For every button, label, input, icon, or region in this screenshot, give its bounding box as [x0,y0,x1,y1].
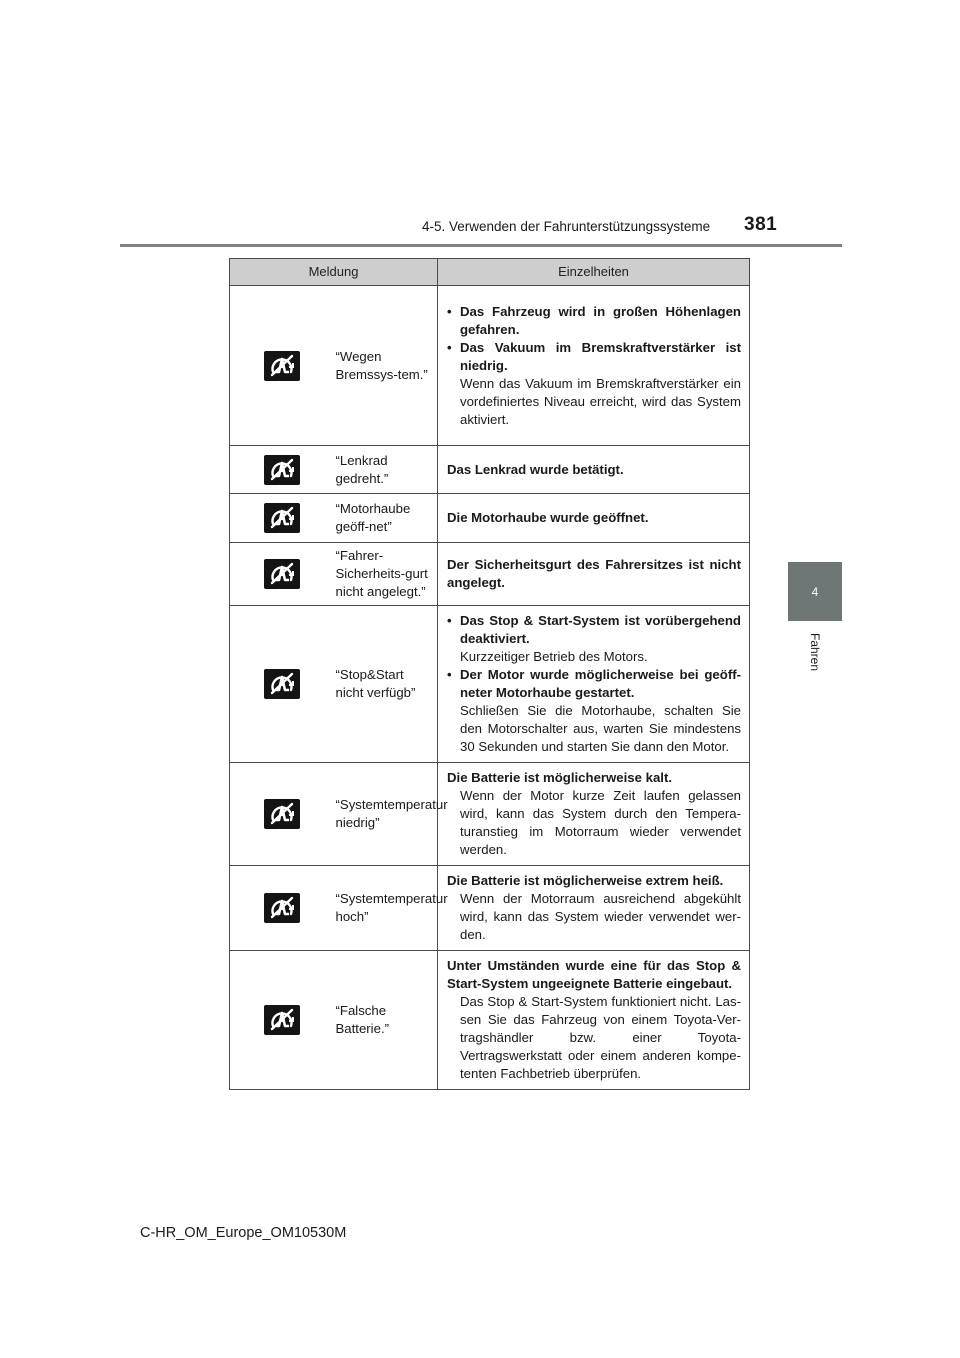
chapter-label: Fahren [808,632,822,672]
stop-start-off-indicator-icon [264,503,300,533]
table-row [230,494,750,543]
stop-start-off-indicator-icon [264,559,300,589]
message-text: “Motorhaube geöff-net” [334,494,438,543]
message-text: “Falsche Batterie.” [334,951,438,1090]
table-row [230,286,750,446]
stop-start-off-indicator-icon [264,1005,300,1035]
stop-start-off-indicator-icon [264,799,300,829]
stop-start-off-indicator-icon [264,893,300,923]
details-cell: Das Lenkrad wurde betätigt. [438,446,750,494]
table-row [230,763,750,866]
message-text: “Systemtemperatur hoch” [334,866,438,951]
list-item: • Der Motor wurde möglicherweise bei geöff-neter Motorhaube gestartet. Schließen Sie die Motorhaube, schalten Sie den Motorschalter aus, warten Sie mindestens 30 Sekunden und starten Sie dann den Motor. [447,667,741,754]
message-text: “Fahrer-Sicherheits-gurt nicht angelegt.” [334,543,438,606]
bullet: • [447,667,452,682]
details-cell: Der Sicherheitsgurt des Fahrersitzes ist nicht angelegt. [438,543,750,606]
list-item: • Das Stop & Start-System ist vorübergehend deaktiviert. Kurzzeitiger Betrieb des Motors. [447,613,741,664]
bullet: • [447,613,452,628]
section-title: 4-5. Verwenden der Fahrunterstützungssysteme [422,219,711,234]
details-cell: Die Batterie ist möglicherweise kalt. Wenn der Motor kurze Zeit laufen gelassen wird, kann das System durch den Tempera-turanstieg im Motorraum wieder verwendet werden. [438,763,750,866]
message-table [229,258,750,1090]
stop-start-off-indicator-icon [264,669,300,699]
details-cell: Die Batterie ist möglicherweise extrem heiß. Wenn der Motorraum ausreichend abgekühlt wird, kann das System wieder verwendet wer-den. [438,866,750,951]
details-cell [438,286,750,446]
table-row [230,866,750,951]
message-text: “Lenkrad gedreht.” [334,446,438,494]
table-row [230,951,750,1090]
message-text: “Wegen Bremssys-tem.” [334,286,438,446]
chapter-tab[interactable] [788,562,842,621]
document-id: C-HR_OM_Europe_OM10530M [140,1225,347,1241]
stop-start-off-indicator-icon [264,351,300,381]
details-cell: Unter Umständen wurde eine für das Stop & Start-System ungeeignete Batterie eingebaut. Das Stop & Start-System funktioniert nicht. Las-sen Sie das Fahrzeug von einem Toyota-Ver-tragshändler bzw. einer Toyota-Vertragswerkstatt oder einem anderen kompe-tenten Fachbetrieb überprüfen. [438,951,750,1090]
chapter-number: 4 [811,584,819,599]
bullet: • [447,339,452,355]
table-row [230,606,750,763]
bullet: • [447,303,452,319]
list-item: • Das Fahrzeug wird in großen Höhenlagen gefahren. [447,303,741,337]
details-cell [438,606,750,763]
message-text: “Systemtemperatur niedrig” [334,763,438,866]
table-header-row [230,259,750,286]
header-divider [120,244,842,247]
column-header-message: Meldung [230,259,438,286]
message-text: “Stop&Start nicht verfügb” [334,606,438,763]
page-number: 381 [744,214,778,235]
column-header-details: Einzelheiten [438,259,750,286]
stop-start-off-indicator-icon [264,455,300,485]
details-cell: Die Motorhaube wurde geöffnet. [438,494,750,543]
table-row [230,446,750,494]
list-item: • Das Vakuum im Bremskraftverstärker ist niedrig. Wenn das Vakuum im Bremskraftverstärker ein vordefiniertes Niveau erreicht, wird das System aktiviert. [447,339,741,427]
table-row [230,543,750,606]
